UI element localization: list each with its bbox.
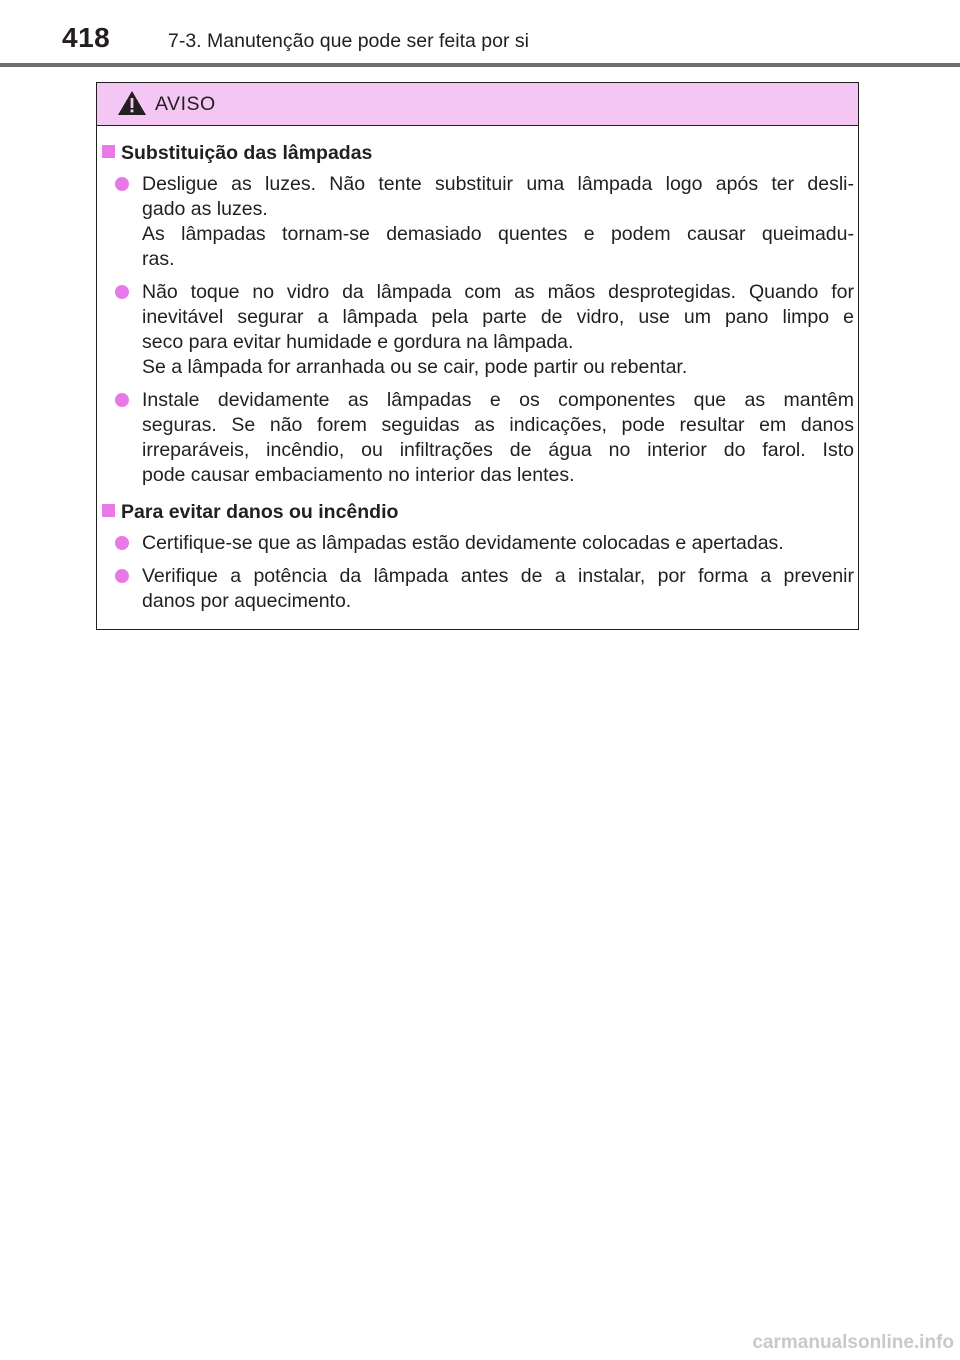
bullet-text-line: seco para evitar humidade e gordura na lâmpada.: [142, 331, 574, 353]
warning-section-heading-text: Substituição das lâmpadas: [121, 142, 373, 164]
warning-section-heading: [102, 142, 372, 165]
bullet-text-line: gado as luzes.: [142, 198, 268, 220]
bullet-text-line: Desligue as luzes. Não tente substituir uma lâmpada logo após ter desli-: [142, 173, 854, 195]
bullet-text-line: pode causar embaciamento no interior das lentes.: [142, 464, 575, 486]
warning-section-heading-text: Para evitar danos ou incêndio: [121, 501, 399, 523]
header-rule: [0, 63, 960, 67]
warning-bullet-item: [114, 172, 854, 272]
bullet-text-line: Instale devidamente as lâmpadas e os componentes que as mantêm: [142, 389, 854, 411]
warning-bullet-item: [114, 388, 854, 488]
bullet-text-line: irreparáveis, incêndio, ou infiltrações de água no interior do farol. Isto: [142, 439, 854, 461]
square-bullet-icon: [102, 504, 115, 517]
warning-box: [96, 82, 859, 630]
round-bullet-icon: [115, 177, 129, 191]
round-bullet-icon: [115, 393, 129, 407]
round-bullet-icon: [115, 285, 129, 299]
bullet-text-line: As lâmpadas tornam-se demasiado quentes e podem causar queimadu-: [142, 223, 854, 245]
bullet-text-line: Certifique-se que as lâmpadas estão devidamente colocadas e apertadas.: [142, 532, 784, 554]
bullet-text-line: seguras. Se não forem seguidas as indicações, pode resultar em danos: [142, 414, 854, 436]
watermark: carmanualsonline.info: [752, 1332, 954, 1353]
page-number: 418: [62, 22, 111, 53]
warning-triangle-icon: [117, 90, 147, 116]
warning-bullet-item: [114, 280, 854, 380]
bullet-text-line: ras.: [142, 248, 175, 270]
bullet-text-line: Não toque no vidro da lâmpada com as mãos desprotegidas. Quando for: [142, 281, 854, 303]
bullet-text-line: inevitável segurar a lâmpada pela parte de vidro, use um pano limpo e: [142, 306, 854, 328]
warning-header: [97, 83, 858, 126]
warning-label: AVISO: [155, 93, 216, 115]
round-bullet-icon: [115, 536, 129, 550]
round-bullet-icon: [115, 569, 129, 583]
warning-section-heading: [102, 501, 398, 524]
warning-bullet-item: [114, 564, 854, 614]
square-bullet-icon: [102, 145, 115, 158]
section-title: 7-3. Manutenção que pode ser feita por si: [168, 30, 529, 52]
warning-bullet-item: [114, 531, 854, 556]
bullet-text-line: Verifique a potência da lâmpada antes de a instalar, por forma a prevenir: [142, 565, 854, 587]
bullet-text-line: Se a lâmpada for arranhada ou se cair, pode partir ou rebentar.: [142, 356, 688, 378]
bullet-text-line: danos por aquecimento.: [142, 590, 352, 612]
